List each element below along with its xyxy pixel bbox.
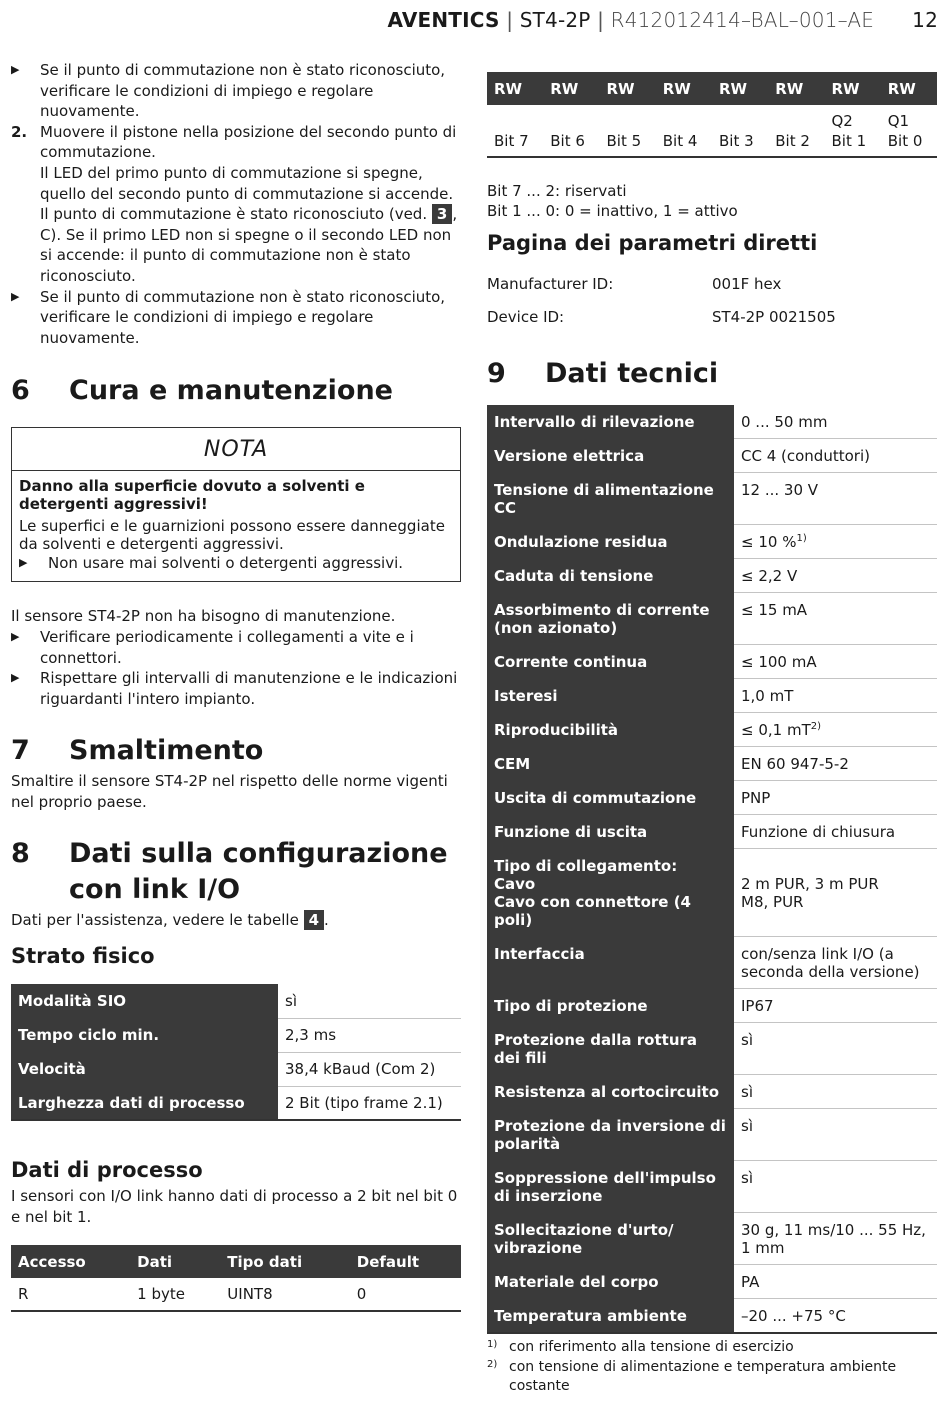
- bullet-arrow-icon: ▶: [19, 556, 28, 570]
- parameter-value: 001F hex: [712, 275, 782, 293]
- bit-signal: Q1: [887, 112, 910, 130]
- spec-name: Intervallo di rilevazione: [487, 405, 734, 439]
- notice-title: NOTA: [12, 428, 460, 471]
- numbered-step: [11, 122, 461, 287]
- notice-warning: Danno alla superficie dovuto a solventi e detergenti aggressivi!: [19, 477, 365, 514]
- column-header: RW: [712, 72, 768, 105]
- spec-value: EN 60 947-5-2: [734, 747, 937, 781]
- left-column: [11, 60, 461, 1312]
- spec-value: 30 g, 11 ms/10 ... 55 Hz, 1 mm: [734, 1213, 937, 1265]
- bit-assignment-table: [487, 72, 937, 158]
- section-title: Dati tecnici: [545, 358, 719, 389]
- notice-box: [11, 427, 461, 582]
- header-model: ST4-2P: [519, 8, 591, 32]
- spec-name: CEM: [487, 747, 734, 781]
- bit-cell: [600, 105, 656, 157]
- table-row: [487, 1265, 937, 1299]
- spec-name: Caduta di tensione: [487, 559, 734, 593]
- header-doc-number: R412012414–BAL–001–AE: [610, 8, 875, 32]
- param-value: 2 Bit (tipo frame 2.1): [278, 1086, 461, 1120]
- bullet-text: Se il punto di commutazione non è stato riconosciuto, verificare le condizioni di impiego e regolare nuovamente.: [40, 287, 446, 347]
- bullet-text: Rispettare gli intervalli di manutenzione e le indicazioni riguardanti l'intero impianto.: [40, 669, 458, 708]
- spec-value: 0 ... 50 mm: [734, 405, 937, 439]
- footnote-text: con riferimento alla tensione di esercizio: [509, 1339, 794, 1355]
- spec-value: IP67: [734, 989, 937, 1023]
- spec-value: PA: [734, 1265, 937, 1299]
- section-title: Smaltimento: [69, 735, 264, 767]
- spec-value: CC 4 (conduttori): [734, 439, 937, 473]
- process-data-table: [11, 1245, 461, 1312]
- spec-name: Interfaccia: [487, 937, 734, 989]
- table-cell: 0: [350, 1278, 461, 1311]
- subsection-title: Dati di processo: [11, 1158, 203, 1183]
- spec-name: Tipo di protezione: [487, 989, 734, 1023]
- param-value: 38,4 kBaud (Com 2): [278, 1052, 461, 1086]
- spec-name: Versione elettrica: [487, 439, 734, 473]
- section-heading: [11, 373, 461, 409]
- table-row: [487, 405, 937, 439]
- table-row: [11, 1086, 461, 1120]
- spec-name: Isteresi: [487, 679, 734, 713]
- table-row: [487, 713, 937, 747]
- section-number: 6: [11, 375, 30, 407]
- spec-value: 2 m PUR, 3 m PUR M8, PUR: [734, 849, 937, 937]
- bit-cell: [656, 105, 712, 157]
- section-heading: [487, 356, 937, 392]
- bit-cell: [881, 105, 937, 157]
- paragraph-text: Dati per l'assistenza, vedere le tabelle: [11, 911, 299, 930]
- column-header: RW: [487, 72, 543, 105]
- column-header: RW: [881, 72, 937, 105]
- table-cell: 1 byte: [130, 1278, 220, 1311]
- param-name: Velocità: [11, 1052, 278, 1086]
- step-text: Muovere il pistone nella posizione del secondo punto di commutazione.: [40, 122, 457, 162]
- table-row: [11, 984, 461, 1018]
- table-row: [487, 815, 937, 849]
- spec-name: Tensione di alimentazione CC: [487, 473, 734, 525]
- technical-data-table: [487, 405, 937, 1334]
- right-column: [487, 72, 937, 1397]
- footnote-mark: 2): [487, 1358, 498, 1370]
- spec-value: sì: [734, 1109, 937, 1161]
- bit-label: Bit 6: [550, 132, 585, 150]
- paragraph: Il sensore ST4-2P non ha bisogno di manutenzione.: [11, 607, 396, 626]
- spec-name: Riproducibilità: [487, 713, 734, 747]
- spec-value: sì: [734, 1075, 937, 1109]
- spec-value: ≤ 0,1 $mT^{2)}$: [734, 713, 937, 747]
- bullet-arrow-icon: ▶: [11, 289, 20, 303]
- bullet-text: Non usare mai solventi o detergenti aggressivi.: [48, 554, 404, 573]
- bit-signal: [663, 111, 705, 131]
- bullet-text: Se il punto di commutazione non è stato riconosciuto, verificare le condizioni di impiego e regolare nuovamente.: [40, 61, 446, 121]
- table-row: [487, 1213, 937, 1265]
- param-name: Tempo ciclo min.: [11, 1018, 278, 1052]
- bit-label: Bit 0: [887, 132, 923, 150]
- step-result: [40, 163, 461, 287]
- spec-name: Corrente continua: [487, 645, 734, 679]
- subsection-title: Strato fisico: [11, 944, 155, 969]
- spec-value: ≤ 15 mA: [734, 593, 937, 645]
- footnote-mark: 1): [487, 1339, 498, 1350]
- table-row: [487, 559, 937, 593]
- table-row: [487, 1023, 937, 1075]
- step-result-text: , C). Se il primo LED non si spegne o il secondo LED non si accende: il punto di commutazione non è stato riconosciuto.: [40, 205, 458, 285]
- param-value: sì: [278, 984, 461, 1018]
- table-cell: UINT8: [220, 1278, 349, 1311]
- column-header: Default: [350, 1245, 461, 1278]
- header-separator: |: [590, 8, 611, 32]
- bit-label: Bit 7: [494, 132, 529, 150]
- page-header: [388, 8, 939, 32]
- param-name: Modalità SIO: [11, 984, 278, 1018]
- spec-name: Funzione di uscita: [487, 815, 734, 849]
- spec-name: Protezione dalla rottura dei fili: [487, 1023, 734, 1075]
- bit-signal: [494, 111, 536, 131]
- spec-name: Protezione da inversione di polarità: [487, 1109, 734, 1161]
- parameter-row: [487, 301, 937, 334]
- paragraph: Smaltire il sensore ST4-2P nel rispetto delle norme vigenti nel proprio paese.: [11, 772, 448, 811]
- bullet-arrow-icon: ▶: [11, 629, 20, 643]
- notice-bullet: [19, 553, 453, 573]
- parameter-row: [487, 268, 937, 301]
- spec-name: Tipo di collegamento: Cavo Cavo con connettore (4 poli): [487, 849, 734, 937]
- header-separator: |: [499, 8, 520, 32]
- parameter-name: Device ID:: [487, 308, 565, 326]
- table-row: [487, 937, 937, 989]
- footnote-ref: 1): [796, 533, 807, 544]
- section-title: Cura e manutenzione: [69, 375, 393, 407]
- table-row: [487, 439, 937, 473]
- spec-name: Assorbimento di corrente (non azionato): [487, 593, 734, 645]
- header-brand: AVENTICS: [387, 8, 500, 32]
- subsection-title: Pagina dei parametri diretti: [487, 231, 818, 255]
- column-header: Tipo dati: [220, 1245, 349, 1278]
- section-number: 8: [11, 838, 30, 870]
- bit-signal: [607, 111, 649, 131]
- paragraph: I sensori con I/O link hanno dati di processo a 2 bit nel bit 0 e nel bit 1.: [11, 1187, 458, 1226]
- spec-name: Soppressione dell'impulso di inserzione: [487, 1161, 734, 1213]
- footnotes: [487, 1338, 937, 1397]
- bit-signal: Q2: [831, 112, 853, 130]
- spec-value: ≤ 2,2 V: [734, 559, 937, 593]
- spec-value: –20 ... +75 °C: [734, 1299, 937, 1334]
- spec-value: PNP: [734, 781, 937, 815]
- table-row: [487, 105, 937, 157]
- table-row: [487, 989, 937, 1023]
- spec-value: 12 ... 30 V: [734, 473, 937, 525]
- direct-parameters: [487, 268, 937, 334]
- table-row: [487, 473, 937, 525]
- table-row: [487, 679, 937, 713]
- footnote: [487, 1338, 937, 1358]
- section-heading: [11, 836, 461, 908]
- spec-name: Sollecitazione d'urto/ vibrazione: [487, 1213, 734, 1265]
- bit-cell: [487, 105, 543, 157]
- bit-label: Bit 2: [775, 132, 810, 150]
- footnote-text: con tensione di alimentazione e temperatura ambiente costante: [509, 1358, 897, 1394]
- section-heading: [11, 733, 461, 769]
- bit-cell: [543, 105, 599, 157]
- footnote-ref: 2): [810, 721, 821, 732]
- bullet-item: [11, 668, 461, 709]
- param-value: 2,3 ms: [278, 1018, 461, 1052]
- section-number: 7: [11, 735, 30, 767]
- spec-name: Ondulazione residua: [487, 525, 734, 559]
- spec-value: sì: [734, 1161, 937, 1213]
- physical-layer-table: [11, 984, 461, 1121]
- bit-cell: [768, 105, 824, 157]
- bit-signal: [719, 111, 761, 131]
- bullet-item: [11, 287, 461, 349]
- table-row: [11, 1278, 461, 1311]
- table-row: [487, 747, 937, 781]
- bit-cell: [825, 105, 881, 157]
- parameter-name: Manufacturer ID:: [487, 275, 614, 293]
- bit-cell: [712, 105, 768, 157]
- table-row: [487, 1075, 937, 1109]
- bullet-arrow-icon: ▶: [11, 63, 20, 76]
- bit-signal: [775, 111, 817, 131]
- bullet-arrow-icon: ▶: [11, 671, 20, 685]
- bit-signal: [550, 111, 592, 131]
- column-header: RW: [543, 72, 599, 105]
- bit-label: Bit 5: [606, 132, 642, 150]
- table-row: [487, 593, 937, 645]
- step-number: 2.: [11, 122, 28, 141]
- spec-name: Temperatura ambiente: [487, 1299, 734, 1334]
- spec-name: Resistenza al cortocircuito: [487, 1075, 734, 1109]
- table-row: [487, 1109, 937, 1161]
- table-cell: R: [11, 1278, 130, 1311]
- bit-label: Bit 1: [831, 132, 867, 150]
- figure-reference[interactable]: 3: [432, 204, 452, 224]
- notice-body: [12, 471, 460, 581]
- bullet-item: [11, 627, 461, 668]
- spec-value: con/senza link I/O (a seconda della versione): [734, 937, 937, 989]
- page-number: 12: [912, 8, 938, 32]
- param-name: Larghezza dati di processo: [11, 1086, 278, 1120]
- section-title: Dati sulla configurazione con link I/O: [69, 838, 448, 906]
- spec-name: Uscita di commutazione: [487, 781, 734, 815]
- table-row: [487, 849, 937, 937]
- bit-note: Bit 7 ... 2: riservati: [487, 182, 627, 200]
- column-header: RW: [656, 72, 712, 105]
- spec-value: ≤ 100 mA: [734, 645, 937, 679]
- column-header: RW: [768, 72, 824, 105]
- table-row: [11, 1052, 461, 1086]
- table-reference[interactable]: 4: [304, 910, 324, 930]
- parameter-value: ST4-2P 0021505: [712, 308, 836, 326]
- bit-note: Bit 1 ... 0: 0 = inattivo, 1 = attivo: [487, 202, 738, 220]
- bit-label: Bit 3: [719, 132, 754, 150]
- table-row: [487, 525, 937, 559]
- paragraph-text: .: [324, 911, 329, 930]
- step-result-text: Il LED del primo punto di commutazione si spegne, quello del secondo punto di commutazione si accende. Il punto di commutazione è stato riconosciuto (ved.: [40, 163, 454, 224]
- column-header: Accesso: [11, 1245, 130, 1278]
- table-row: [487, 1299, 937, 1334]
- bullet-text: Verificare periodicamente i collegamenti a vite e i connettori.: [40, 627, 414, 667]
- spec-name: Materiale del corpo: [487, 1265, 734, 1299]
- footnote: [487, 1358, 937, 1397]
- column-header: RW: [825, 72, 881, 105]
- table-row: [487, 645, 937, 679]
- bit-label: Bit 4: [662, 132, 698, 150]
- table-row: [11, 1018, 461, 1052]
- bullet-item: [11, 60, 461, 122]
- column-header: RW: [600, 72, 656, 105]
- column-header: Dati: [130, 1245, 220, 1278]
- spec-value: ≤ 10 %$^{1)}$: [734, 525, 937, 559]
- spec-value: 1,0 mT: [734, 679, 937, 713]
- section-number: 9: [487, 358, 506, 389]
- table-row: [487, 781, 937, 815]
- notice-text: Le superfici e le guarnizioni possono essere danneggiate da solventi e detergenti aggressivi.: [19, 517, 445, 554]
- table-row: [487, 1161, 937, 1213]
- paragraph: [11, 910, 461, 931]
- spec-value: Funzione di chiusura: [734, 815, 937, 849]
- spec-value: sì: [734, 1023, 937, 1075]
